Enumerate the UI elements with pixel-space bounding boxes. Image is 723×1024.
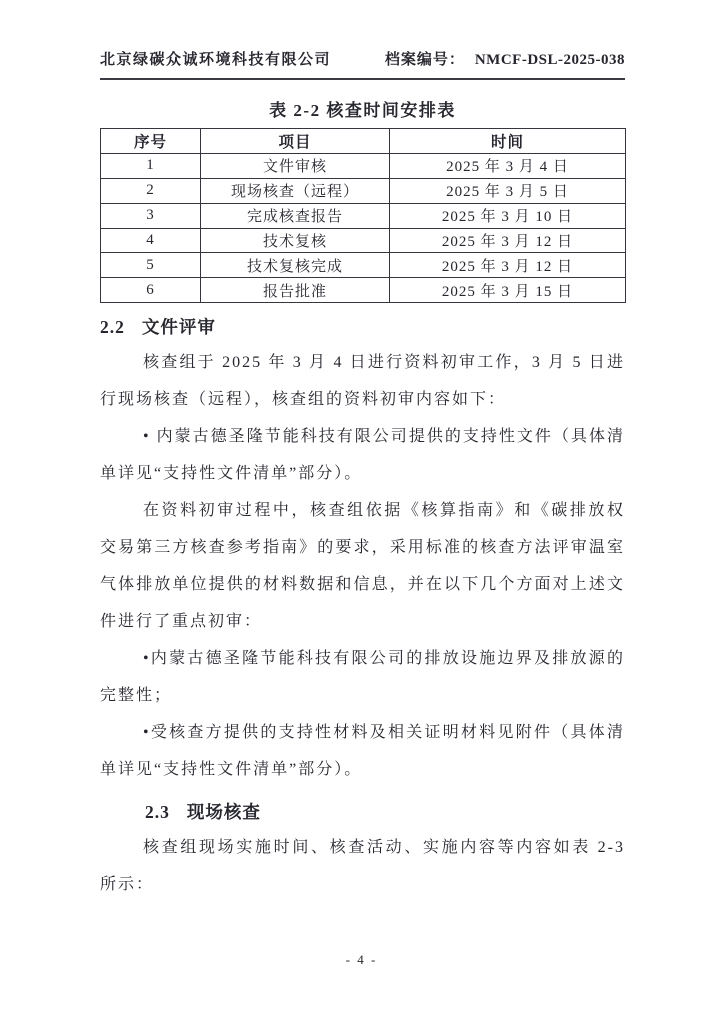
verification-schedule-table [100,128,626,303]
section-2-2-heading [100,310,625,344]
section-2-3-heading [100,795,625,829]
cell-seq: 5 [101,253,201,278]
page-header [100,48,625,80]
table-row [101,153,626,178]
table-row [101,253,626,278]
cell-time: 2025 年 3 月 15 日 [390,278,626,303]
paragraph: 核查组于 2025 年 3 月 4 日进行资料初审工作，3 月 5 日进行现场核查（远程），核查组的资料初审内容如下： [100,354,625,409]
bullet-item: • 内蒙古德圣隆节能科技有限公司提供的支持性文件（具体清单详见“支持性文件清单”部分）。 [100,428,625,483]
cell-seq: 2 [101,178,201,203]
archive-number-label: 档案编号： [384,52,465,68]
table-header-row [101,129,626,154]
archive-number-group [385,48,625,69]
paragraph: 在资料初审过程中，核查组依据《核算指南》和《碳排放权交易第三方核查参考指南》的要求，采用标准的核查方法评审温室气体排放单位提供的材料数据和信息，并在以下几个方面对上述文件进行了重点初审： [100,502,625,631]
cell-time: 2025 年 3 月 12 日 [390,228,626,253]
cell-item: 文件审核 [201,153,390,178]
cell-seq: 4 [101,228,201,253]
page-number: - 4 - [345,952,378,967]
table-row [101,278,626,303]
bullet-item: •受核查方提供的支持性材料及相关证明材料见附件（具体清单详见“支持性文件清单”部分）。 [100,724,625,779]
column-header-item: 项目 [201,129,390,154]
column-header-seq: 序号 [101,129,201,154]
cell-seq: 1 [101,153,201,178]
cell-item: 技术复核完成 [201,253,390,278]
paragraph: 核查组现场实施时间、核查活动、实施内容等内容如表 2-3 所示： [100,839,625,894]
archive-number-value: NMCF-DSL-2025-038 [474,52,625,68]
cell-time: 2025 年 3 月 5 日 [390,178,626,203]
cell-item: 现场核查（远程） [201,178,390,203]
page-content [100,92,625,903]
cell-time: 2025 年 3 月 12 日 [390,253,626,278]
cell-seq: 6 [101,278,201,303]
section-2-3-title: 现场核查 [186,802,261,823]
table-row [101,228,626,253]
cell-time: 2025 年 3 月 4 日 [390,153,626,178]
cell-item: 完成核查报告 [201,203,390,228]
section-2-2-title: 文件评审 [141,317,216,338]
bullet-item: •内蒙古德圣隆节能科技有限公司的排放设施边界及排放源的完整性； [100,650,625,705]
cell-item: 技术复核 [201,228,390,253]
section-2-2-number: 2.2 [100,317,125,338]
cell-time: 2025 年 3 月 10 日 [390,203,626,228]
column-header-time: 时间 [390,129,626,154]
company-name: 北京绿碳众诚环境科技有限公司 [100,52,332,68]
table-row [101,203,626,228]
cell-seq: 3 [101,203,201,228]
cell-item: 报告批准 [201,278,390,303]
section-2-3-number: 2.3 [145,802,170,823]
table-2-2-title: 表 2-2 核查时间安排表 [269,101,456,120]
table-row [101,178,626,203]
